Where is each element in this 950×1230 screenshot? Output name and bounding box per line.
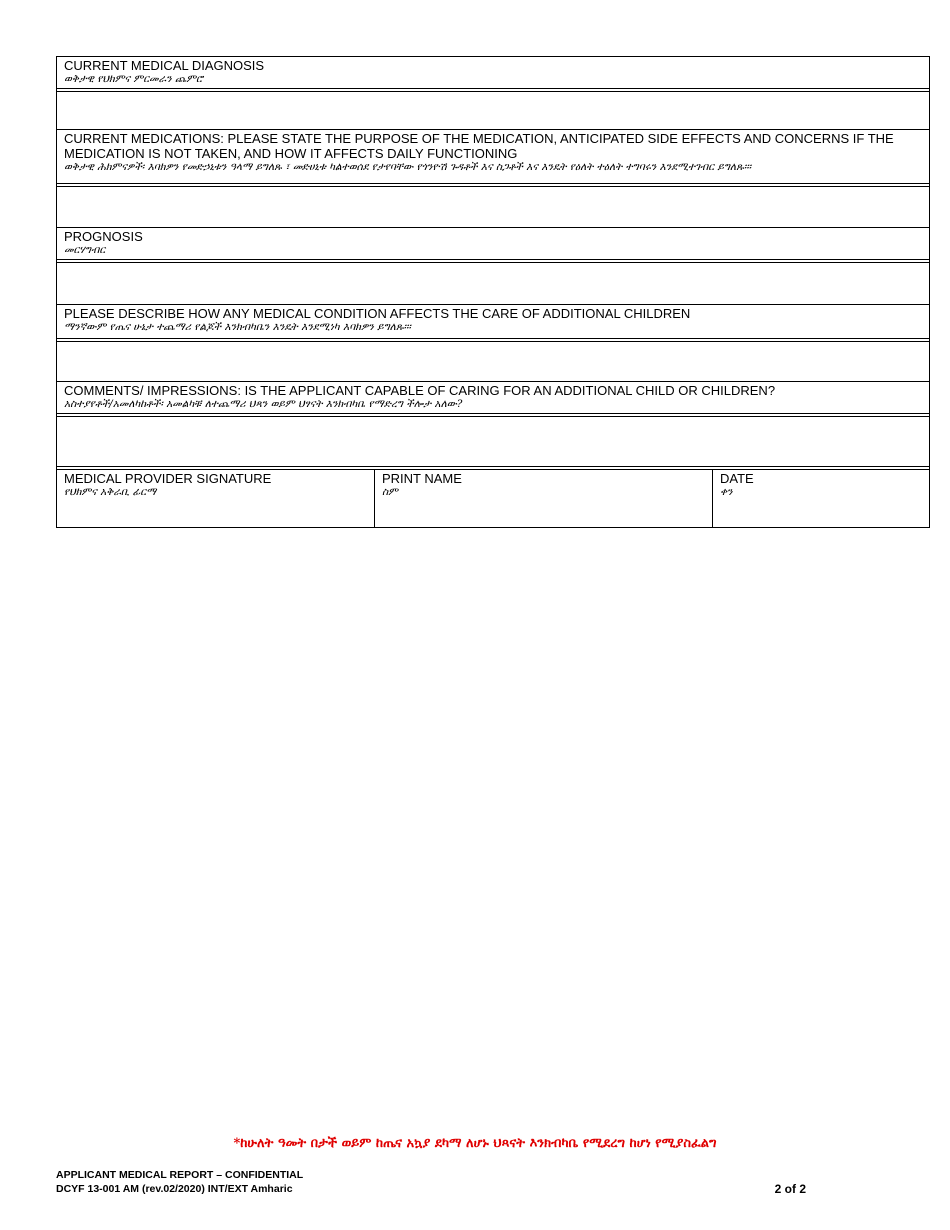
conditions-header [57,305,929,337]
date-label: DATE [720,471,754,486]
signature-row-wrapper [56,469,930,528]
conditions-section [56,304,930,381]
print-name-field[interactable] [375,470,713,527]
page-footer [56,1168,806,1196]
comments-label: COMMENTS/ IMPRESSIONS: IS THE APPLICANT CAPABLE OF CARING FOR AN ADDITIONAL CHILD OR CHILDREN? [64,383,776,398]
footer-form-id: DCYF 13-001 AM (rev.02/2020) INT/EXT Amharic [56,1183,293,1195]
prognosis-header [57,228,929,260]
prognosis-input-area[interactable] [57,259,929,304]
page-number: 2 of 2 [774,1182,806,1196]
conditions-label-amharic: ማንኛውም የጤና ሁኔታ ተጨማሪ የልጆች እንክብካቤን እንዴት እንደሚነካ እባክዎን ይግለጹ።፡ [64,321,411,333]
print-name-label-amharic: ስም [382,486,398,498]
prognosis-section [56,227,930,304]
medications-label: CURRENT MEDICATIONS: PLEASE STATE THE PURPOSE OF THE MEDICATION, ANTICIPATED SIDE EFFECTS AND CONCERNS IF THE MEDICATION IS NOT TAKEN, AND HOW IT AFFECTS DAILY FUNCTIONING [64,131,894,161]
signature-field[interactable] [57,470,375,527]
medications-header [57,130,929,177]
medical-report-form [56,56,930,528]
comments-section [56,381,930,469]
signature-label: MEDICAL PROVIDER SIGNATURE [64,471,272,486]
comments-label-amharic: አስተያየቶች/አመለካከቶች፡ አመልካቹ ለተጨማሪ ህጻን ወይም ህፃናት እንክብካቤ የማድረግ ችሎታ አለው? [64,398,463,410]
diagnosis-header [57,57,929,89]
prognosis-label: PROGNOSIS [64,229,143,244]
prognosis-label-amharic: መርሃግብር [64,244,106,256]
conditions-input-area[interactable] [57,338,929,381]
diagnosis-label: CURRENT MEDICAL DIAGNOSIS [64,58,265,73]
signature-row [56,469,930,528]
date-label-amharic: ቀን [720,486,733,498]
comments-header [57,382,929,414]
medications-input-area[interactable] [57,183,929,227]
footer-title: APPLICANT MEDICAL REPORT – CONFIDENTIAL [56,1169,304,1181]
diagnosis-section [56,56,930,129]
conditions-label: PLEASE DESCRIBE HOW ANY MEDICAL CONDITION AFFECTS THE CARE OF ADDITIONAL CHILDREN [64,306,691,321]
diagnosis-input-area[interactable] [57,88,929,129]
diagnosis-label-amharic: ወቅታዊ የህክምና ምርመራን ጨምሮ [64,73,203,85]
medications-label-amharic: ወቅታዊ ሕክምናዎች፡ እባክዎን የመድኃኒቱን ዓላማ ይግለጹ ፣ መድሀኒቱ ካልተወሰደ የታየባቸው የጎንዮሽ ጉዳቶች እና ስጋቶች እና እንዴት የዕለት ተዕለት ተግባሩን እንደሚተገብር ይግለጹ።፡ [64,161,752,173]
requirement-notice: *ከሁለት ዓመት በታች ወይም ከጤና አኳያ ደካማ ለሆኑ ህጻናት እንክብካቤ የሚደረግ ከሆነ የሚያስፈልግ [233,1136,717,1151]
print-name-label: PRINT NAME [382,471,462,486]
comments-input-area[interactable] [57,413,929,469]
signature-label-amharic: የህክምና አቅራቢ ፊርማ [64,486,157,498]
date-field[interactable] [713,470,929,527]
medications-section [56,129,930,227]
